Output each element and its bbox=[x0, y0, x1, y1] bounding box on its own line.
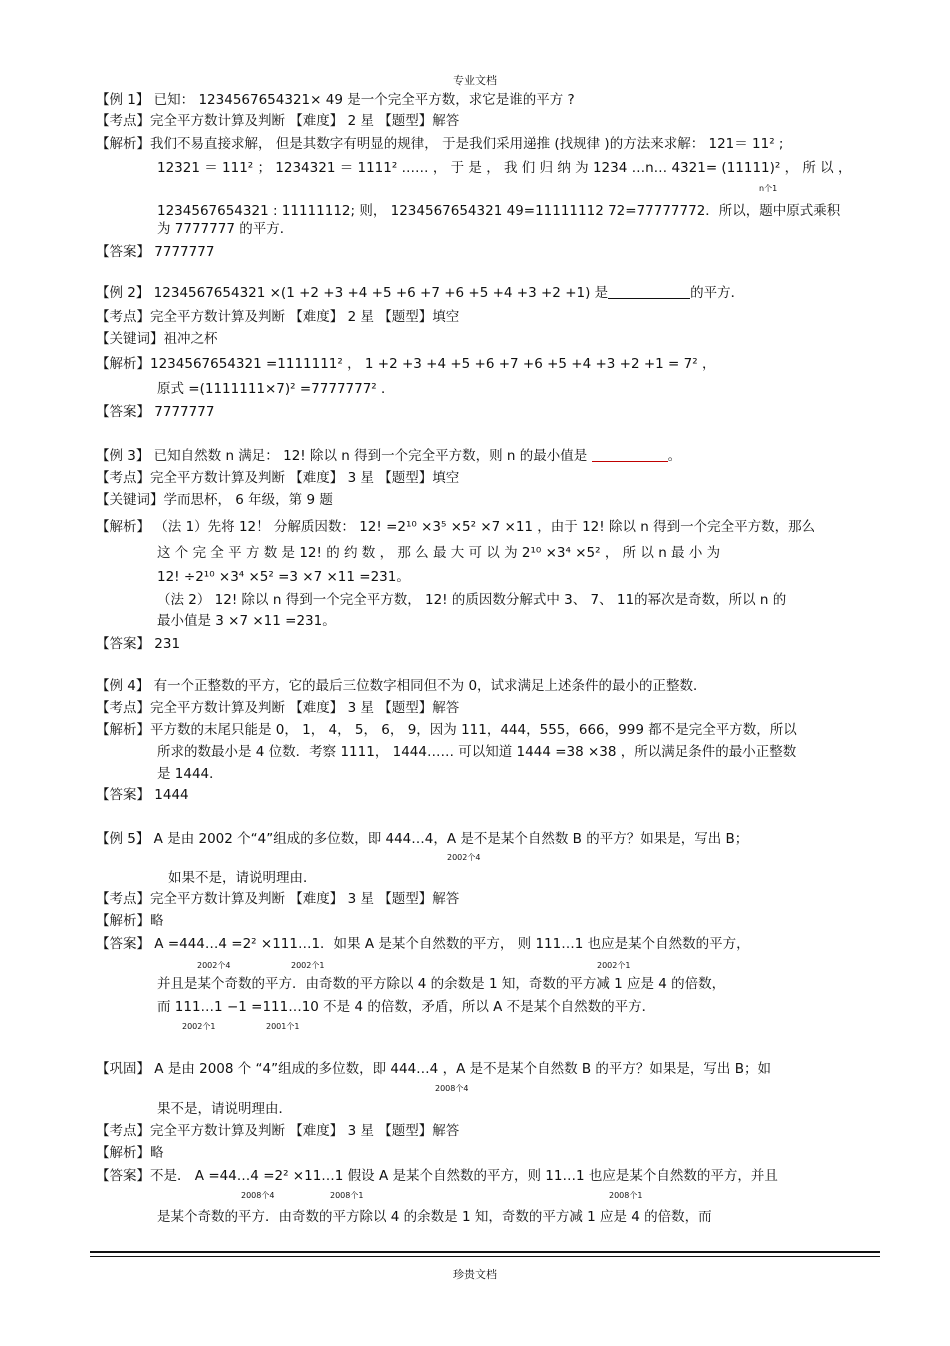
gonggu-kaodian: 【考点】完全平方数计算及判断 【难度】 3 星 【题型】解答 bbox=[96, 1123, 460, 1139]
ex3-title-end: 。 bbox=[667, 448, 682, 464]
ex3-title bbox=[96, 447, 681, 465]
ex3-keyword: 【关键词】学而思杯， 6 年级，第 9 题 bbox=[96, 492, 333, 508]
ex5-answer-1-underbrace-a: 2002个4 bbox=[197, 961, 231, 970]
ex4-kaodian: 【考点】完全平方数计算及判断 【难度】 3 星 【题型】解答 bbox=[96, 700, 460, 716]
ex1-jiexi-1: 【解析】我们不易直接求解， 但是其数字有明显的规律， 于是我们采用递推 (找规律 )的方法来求解： 121＝ 11² ; bbox=[96, 136, 784, 152]
gonggu-answer-1-underbrace-a: 2008个4 bbox=[241, 1191, 275, 1200]
ex2-title-end: 的平方． bbox=[690, 285, 745, 301]
ex3-title-text: 【例 3】 已知自然数 n 满足： 12! 除以 n 得到一个完全平方数，则 n 的最小值是 bbox=[96, 448, 588, 464]
ex4-answer: 【答案】 1444 bbox=[96, 787, 189, 803]
gonggu-answer-1-underbrace-b: 2008个1 bbox=[330, 1191, 364, 1200]
ex4-jiexi-3: 是 1444． bbox=[157, 766, 223, 782]
gonggu-answer-2: 是某个奇数的平方．由奇数的平方除以 4 的余数是 1 知，奇数的平方减 1 应是 4 的倍数，而 bbox=[157, 1209, 712, 1225]
footer-rule-thick bbox=[90, 1251, 880, 1253]
ex2-title bbox=[96, 284, 744, 302]
ex2-keyword: 【关键词】祖冲之杯 bbox=[96, 331, 218, 347]
ex3-answer-blank bbox=[592, 447, 668, 462]
ex3-jiexi-4: （法 2） 12! 除以 n 得到一个完全平方数， 12! 的质因数分解式中 3、 7、 11的幂次是奇数，所以 n 的 bbox=[157, 592, 787, 608]
ex1-title: 【例 1】 已知： 1234567654321× 49 是一个完全平方数，求它是谁的平方 ? bbox=[96, 92, 575, 108]
ex1-jiexi-3: 1234567654321 : 11111112; 则， 1234567654321 49=11111112 72=77777772．所以，题中原式乘积 bbox=[157, 203, 841, 219]
gonggu-answer-1-underbrace-c: 2008个1 bbox=[609, 1191, 643, 1200]
ex3-answer: 【答案】 231 bbox=[96, 636, 181, 652]
ex3-jiexi-1: 【解析】 （法 1）先将 12！ 分解质因数： 12! =2¹⁰ ×3⁵ ×5² ×7 ×11 ，由于 12! 除以 n 得到一个完全平方数，那么 bbox=[96, 519, 816, 535]
gonggu-answer-1: 【答案】不是． A =44…4 =2² ×11…1 假设 A 是某个自然数的平方，则 11…1 也应是某个自然数的平方，并且 bbox=[96, 1168, 778, 1184]
ex4-jiexi-2: 所求的数最小是 4 位数．考察 1111， 1444…… 可以知道 1444 =38 ×38 ，所以满足条件的最小正整数 bbox=[157, 744, 797, 760]
ex3-jiexi-3: 12! ÷2¹⁰ ×3⁴ ×5² =3 ×7 ×11 =231。 bbox=[157, 569, 410, 585]
ex5-answer-3-underbrace-b: 2001个1 bbox=[266, 1022, 300, 1031]
ex5-answer-1-underbrace-c: 2002个1 bbox=[597, 961, 631, 970]
ex5-answer-1: 【答案】 A =444…4 =2² ×111…1．如果 A 是某个自然数的平方， 则 111…1 也应是某个自然数的平方， bbox=[96, 936, 750, 952]
ex3-kaodian: 【考点】完全平方数计算及判断 【难度】 3 星 【题型】填空 bbox=[96, 470, 460, 486]
ex5-title: 【例 5】 A 是由 2002 个“4”组成的多位数，即 444…4，A 是不是某个自然数 B 的平方？如果是，写出 B； bbox=[96, 831, 749, 847]
ex5-kaodian: 【考点】完全平方数计算及判断 【难度】 3 星 【题型】解答 bbox=[96, 891, 460, 907]
ex3-jiexi-2: 这 个 完 全 平 方 数 是 12! 的 约 数 ， 那 么 最 大 可 以 为 2¹⁰ ×3⁴ ×5² ， 所 以 n 最 小 为 bbox=[157, 545, 721, 561]
ex1-answer: 【答案】 7777777 bbox=[96, 244, 215, 260]
gonggu-title: 【巩固】 A 是由 2008 个 “4”组成的多位数，即 444…4 ，A 是不是某个自然数 B 的平方？如果是，写出 B；如 bbox=[96, 1061, 771, 1077]
ex4-jiexi-1: 【解析】平方数的末尾只能是 0， 1， 4， 5， 6， 9，因为 111，444，555，666，999 都不是完全平方数，所以 bbox=[96, 722, 797, 738]
ex3-jiexi-5: 最小值是 3 ×7 ×11 =231。 bbox=[157, 613, 336, 629]
ex2-jiexi-1: 【解析】1234567654321 =1111111² ， 1 +2 +3 +4 +5 +6 +7 +6 +5 +4 +3 +2 +1 = 7² ， bbox=[96, 356, 716, 372]
ex5-jiexi: 【解析】略 bbox=[96, 913, 164, 929]
ex5-answer-2: 并且是某个奇数的平方．由奇数的平方除以 4 的余数是 1 知，奇数的平方减 1 应是 4 的倍数， bbox=[157, 976, 726, 992]
ex2-kaodian: 【考点】完全平方数计算及判断 【难度】 2 星 【题型】填空 bbox=[96, 309, 460, 325]
ex1-jiexi-2: 12321 ＝ 111² ； 1234321 ＝ 1111² …… ， 于 是 ， 我 们 归 纳 为 1234 …n… 4321= (11111)² ， 所 以 ， bbox=[157, 160, 852, 176]
ex5-answer-1-underbrace-b: 2002个1 bbox=[291, 961, 325, 970]
ex2-answer-blank bbox=[608, 284, 690, 299]
ex1-jiexi-2-underbrace-label: n个1 bbox=[759, 184, 778, 193]
ex2-title-text: 【例 2】 1234567654321 ×(1 +2 +3 +4 +5 +6 +7 +6 +5 +4 +3 +2 +1) 是 bbox=[96, 285, 609, 301]
ex5-title-underbrace-label: 2002个4 bbox=[447, 853, 481, 862]
gonggu-title-underbrace-label: 2008个4 bbox=[435, 1084, 469, 1093]
ex1-kaodian: 【考点】完全平方数计算及判断 【难度】 2 星 【题型】解答 bbox=[96, 113, 460, 129]
footer-rule-thin bbox=[90, 1256, 880, 1257]
ex4-title: 【例 4】 有一个正整数的平方，它的最后三位数字相同但不为 0，试求满足上述条件的最小的正整数． bbox=[96, 678, 707, 694]
ex5-answer-3: 而 111…1 −1 =111…10 不是 4 的倍数，矛盾，所以 A 不是某个自然数的平方． bbox=[157, 999, 656, 1015]
ex5-answer-3-underbrace-a: 2002个1 bbox=[182, 1022, 216, 1031]
page-header: 专业文档 bbox=[453, 74, 497, 87]
ex2-answer: 【答案】 7777777 bbox=[96, 404, 215, 420]
ex5-title-2: 如果不是，请说明理由． bbox=[168, 870, 317, 886]
gonggu-jiexi: 【解析】略 bbox=[96, 1145, 164, 1161]
gonggu-title-2: 果不是，请说明理由． bbox=[157, 1101, 292, 1117]
ex2-jiexi-2: 原式 =(1111111×7)² =7777777² ． bbox=[157, 381, 395, 397]
page-footer: 珍贵文档 bbox=[453, 1268, 497, 1281]
ex1-jiexi-4: 为 7777777 的平方． bbox=[157, 221, 294, 237]
